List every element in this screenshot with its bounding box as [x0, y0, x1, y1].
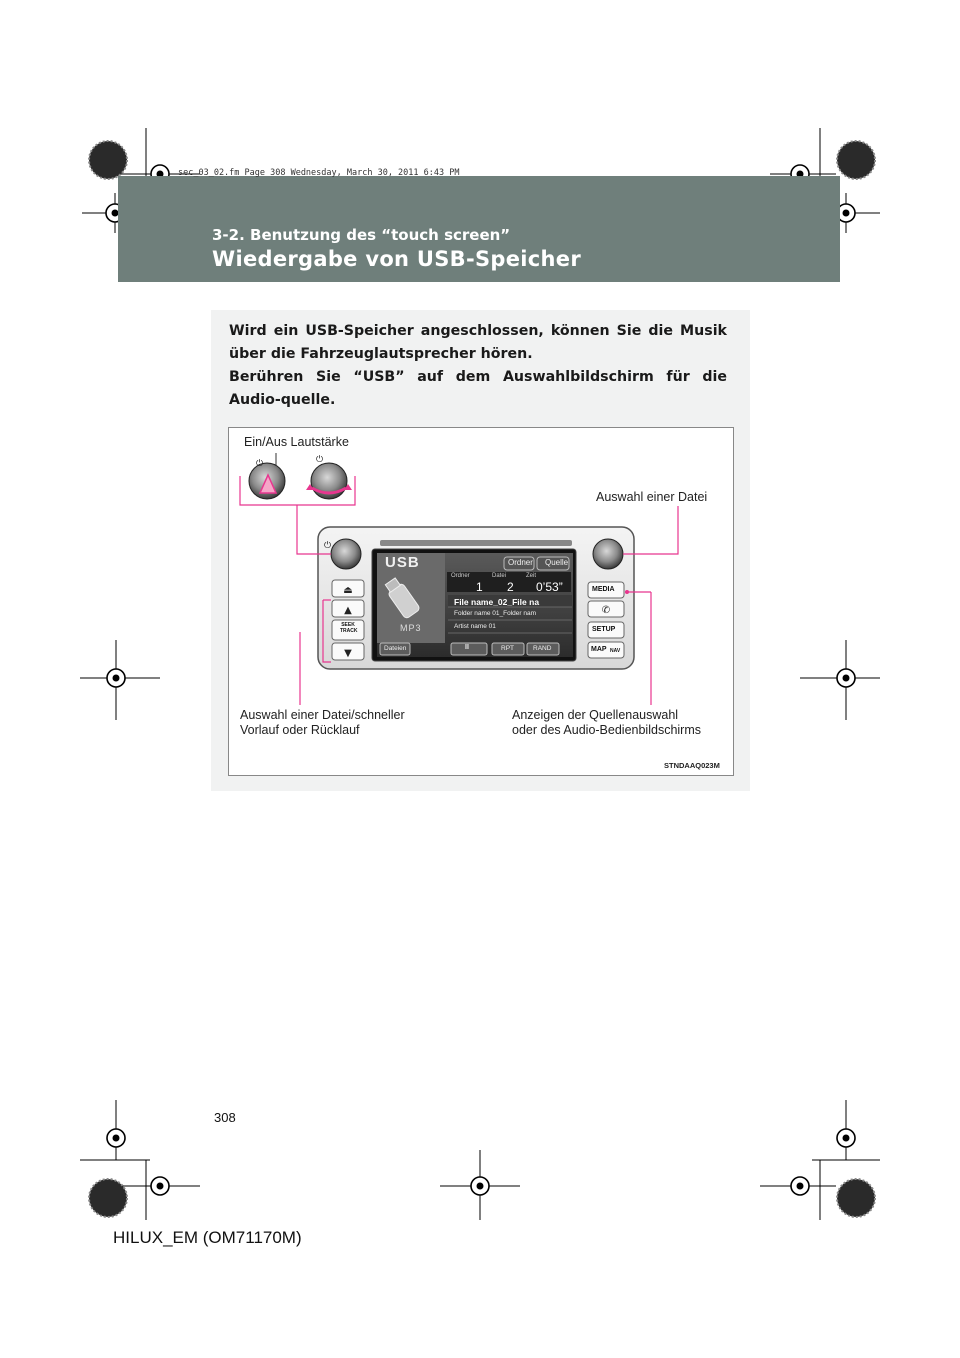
folder-name: Folder name 01_Folder nam — [454, 610, 537, 617]
label-power-volume: Ein/Aus Lautstärke — [244, 435, 349, 449]
screen-title: USB — [385, 554, 420, 571]
media-button[interactable]: MEDIA — [592, 586, 615, 593]
dateien-button[interactable]: Dateien — [384, 645, 407, 652]
file-name: File name_02_File na — [454, 597, 540, 607]
file-number: 2 — [507, 580, 514, 594]
label-file-select: Auswahl einer Datei — [596, 490, 708, 504]
folder-number: 1 — [476, 580, 483, 594]
label-seek-line1: Auswahl einer Datei/schneller — [240, 708, 405, 722]
svg-text:⏻: ⏻ — [316, 455, 324, 465]
rand-button[interactable]: RAND — [533, 645, 552, 652]
label-seek-line2: Vorlauf oder Rücklauf — [240, 723, 360, 737]
svg-text:⏻: ⏻ — [324, 541, 332, 551]
svg-text:⏻: ⏻ — [256, 459, 264, 469]
header-datei: Datei — [492, 573, 507, 579]
figure-code: STNDAAQ023M — [664, 761, 720, 770]
nav-label: NAV — [610, 648, 621, 654]
intro-paragraph-2: Berühren Sie “USB” auf dem Auswahlbildschirm für die Audio-quelle. — [229, 369, 727, 408]
setup-button[interactable]: SETUP — [592, 626, 616, 633]
manual-code: HILUX_EM (OM71170M) — [113, 1228, 302, 1247]
chapter-title: Wiedergabe von USB-Speicher — [212, 247, 581, 271]
quelle-button[interactable]: Quelle — [545, 558, 569, 567]
intro-paragraph-1: Wird ein USB-Speicher angeschlossen, können Sie die Musik über die Fahrzeuglautsprecher hören. — [229, 323, 727, 362]
svg-text:▼: ▼ — [344, 648, 352, 659]
header-zeit: Zeit — [526, 573, 537, 579]
svg-text:⏏: ⏏ — [343, 585, 353, 596]
label-source-line1: Anzeigen der Quellenauswahl — [512, 708, 679, 722]
page-number: 308 — [214, 1110, 236, 1125]
artist-name: Artist name 01 — [454, 623, 496, 630]
rpt-button[interactable]: RPT — [501, 645, 514, 652]
mp3-label: MP3 — [400, 623, 422, 633]
section-title: 3-2. Benutzung des “touch screen” — [212, 226, 511, 244]
seek-label: SEEK — [341, 622, 355, 628]
track-label: TRACK — [340, 628, 358, 634]
label-source-line2: oder des Audio-Bedienbildschirms — [512, 723, 701, 737]
play-time: 0’53” — [536, 580, 563, 594]
header-ordner: Ordner — [451, 573, 470, 579]
seek-track-button[interactable] — [340, 622, 356, 634]
inset-knobs — [242, 453, 360, 499]
ordner-button[interactable]: Ordner — [508, 558, 533, 567]
svg-text:✆: ✆ — [601, 605, 611, 616]
pause-button[interactable]: II — [465, 644, 469, 651]
svg-text:▲: ▲ — [344, 605, 352, 616]
map-button[interactable]: MAP — [591, 646, 607, 653]
file-stamp: sec_03_02.fm Page 308 Wednesday, March 30, 2011 6:43 PM — [178, 168, 460, 178]
